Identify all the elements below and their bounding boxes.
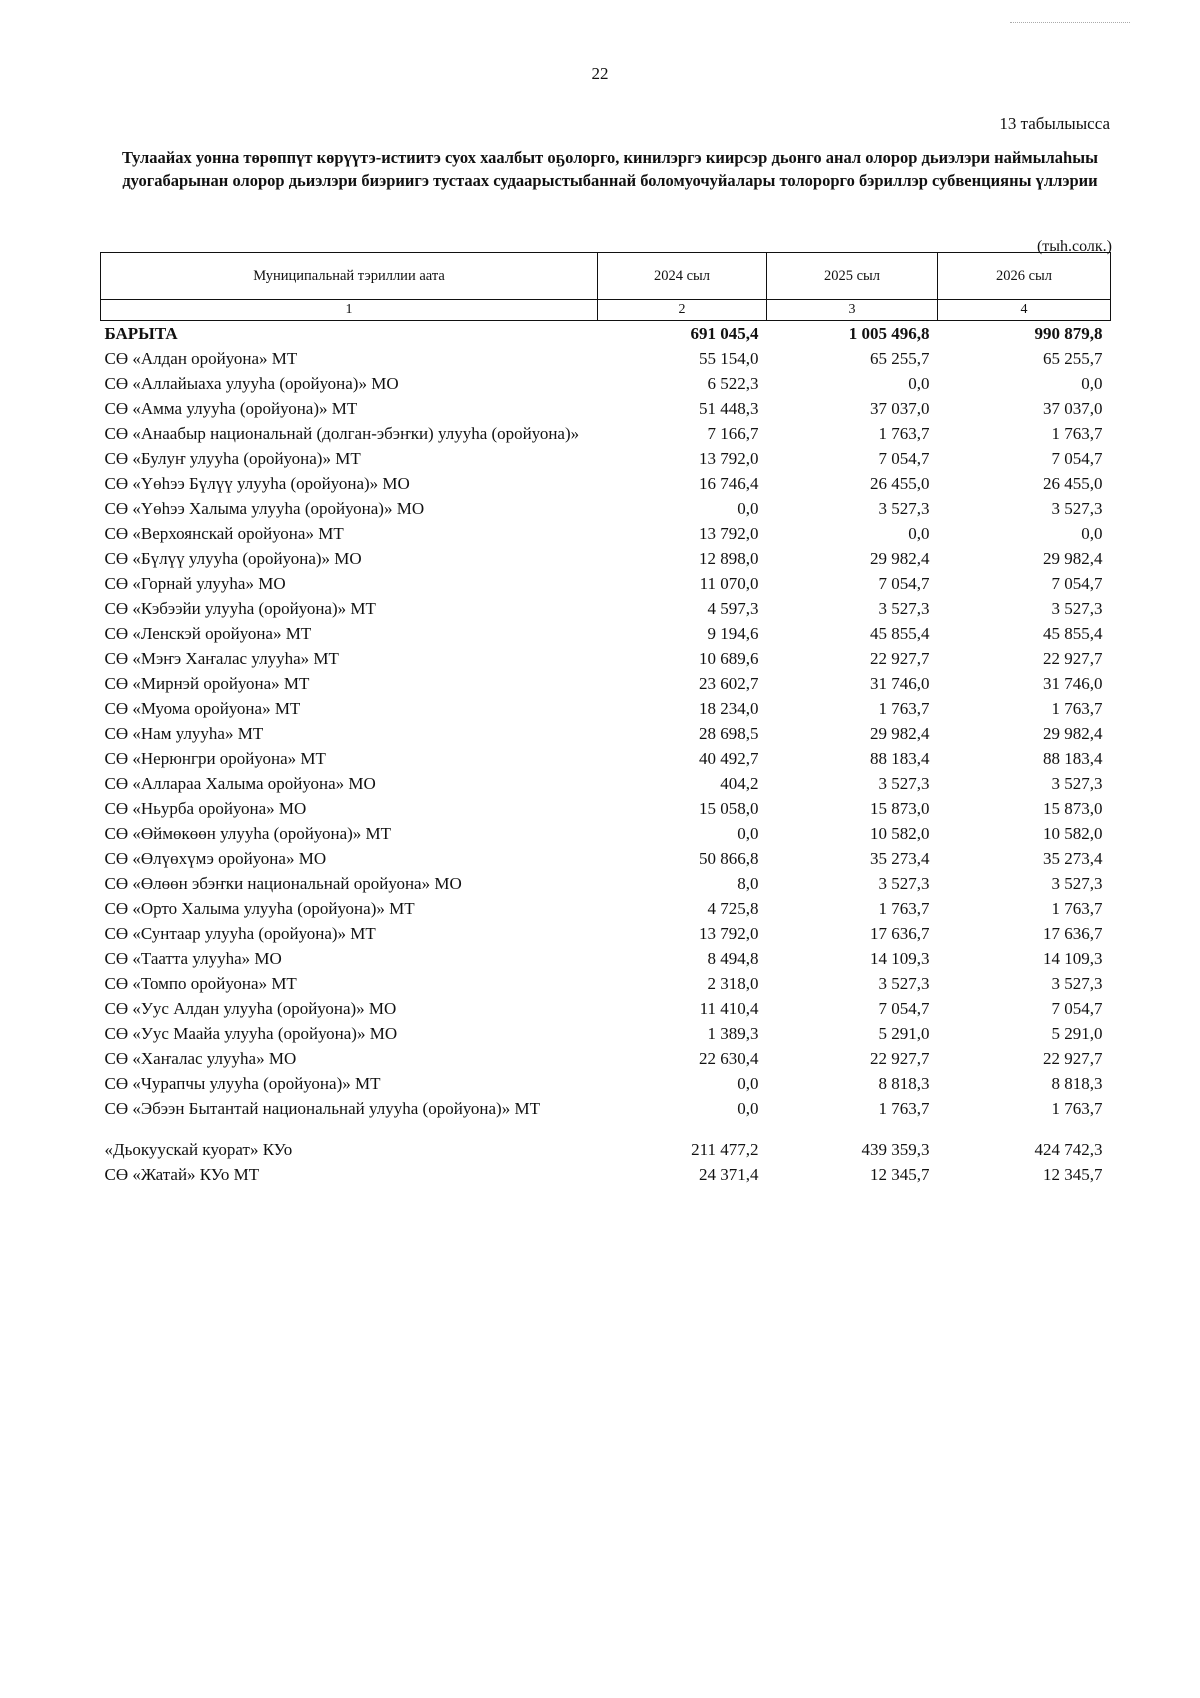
value-2024: 211 477,2 bbox=[691, 1140, 759, 1159]
municipality-name: СӨ «Нерюнгри оройуона» МТ bbox=[104, 749, 326, 768]
value-2024: 4 597,3 bbox=[707, 599, 759, 618]
municipality-name: СӨ «Сунтаар улууһа (оройуона)» МТ bbox=[104, 924, 376, 943]
value-2026: 7 054,7 bbox=[1051, 449, 1103, 468]
value-2026: 17 636,7 bbox=[1043, 924, 1103, 943]
value-2024: 0,0 bbox=[737, 1074, 759, 1093]
value-2026: 35 273,4 bbox=[1043, 849, 1103, 868]
table-spacer bbox=[101, 1121, 1111, 1137]
value-2024: 55 154,0 bbox=[699, 349, 759, 368]
municipality-name: СӨ «Хаҥалас улууһа» МО bbox=[104, 1049, 297, 1068]
total-2026: 990 879,8 bbox=[1034, 324, 1103, 343]
municipality-name: СӨ «Томпо оройуона» МТ bbox=[104, 974, 297, 993]
municipality-name: СӨ «Үөһээ Бүлүү улууһа (оройуона)» МО bbox=[104, 474, 410, 493]
municipality-name: СӨ «Орто Халыма улууһа (оройуона)» МТ bbox=[104, 899, 415, 918]
value-2024: 51 448,3 bbox=[699, 399, 759, 418]
value-2024: 23 602,7 bbox=[699, 674, 759, 693]
value-2026: 22 927,7 bbox=[1043, 1049, 1103, 1068]
total-row bbox=[101, 321, 1111, 347]
table-column-numbers bbox=[101, 300, 1111, 321]
table-row bbox=[101, 946, 1111, 971]
value-2025: 1 763,7 bbox=[878, 424, 930, 443]
table-row bbox=[101, 996, 1111, 1021]
total-label: БАРЫТА bbox=[104, 324, 178, 343]
value-2025: 12 345,7 bbox=[870, 1165, 930, 1184]
value-2024: 7 166,7 bbox=[707, 424, 759, 443]
table-row bbox=[101, 546, 1111, 571]
municipality-name: СӨ «Мэҥэ Хаҥалас улууһа» МТ bbox=[104, 649, 339, 668]
value-2025: 3 527,3 bbox=[878, 874, 930, 893]
table-row bbox=[101, 1071, 1111, 1096]
table-row bbox=[101, 1162, 1111, 1187]
value-2025: 29 982,4 bbox=[870, 549, 930, 568]
value-2026: 15 873,0 bbox=[1043, 799, 1103, 818]
table-row bbox=[101, 696, 1111, 721]
column-number-4: 4 bbox=[938, 300, 1111, 321]
value-2024: 24 371,4 bbox=[699, 1165, 759, 1184]
municipality-name: СӨ «Верхоянскай оройуона» МТ bbox=[104, 524, 344, 543]
municipality-name: СӨ «Үөһээ Халыма улууһа (оройуона)» МО bbox=[104, 499, 425, 518]
value-2025: 14 109,3 bbox=[870, 949, 930, 968]
table-row bbox=[101, 1137, 1111, 1162]
value-2025: 439 359,3 bbox=[861, 1140, 930, 1159]
column-number-3: 3 bbox=[767, 300, 938, 321]
value-2025: 35 273,4 bbox=[870, 849, 930, 868]
municipality-name: СӨ «Булуҥ улууһа (оройуона)» МТ bbox=[104, 449, 361, 468]
value-2024: 9 194,6 bbox=[707, 624, 759, 643]
value-2025: 3 527,3 bbox=[878, 974, 930, 993]
value-2024: 2 318,0 bbox=[707, 974, 759, 993]
value-2025: 3 527,3 bbox=[878, 499, 930, 518]
value-2024: 1 389,3 bbox=[707, 1024, 759, 1043]
table-row bbox=[101, 371, 1111, 396]
value-2025: 5 291,0 bbox=[878, 1024, 930, 1043]
table-row bbox=[101, 971, 1111, 996]
table-row bbox=[101, 521, 1111, 546]
value-2024: 6 522,3 bbox=[707, 374, 759, 393]
value-2026: 1 763,7 bbox=[1051, 699, 1103, 718]
table-row bbox=[101, 571, 1111, 596]
value-2024: 40 492,7 bbox=[699, 749, 759, 768]
value-2025: 7 054,7 bbox=[878, 999, 930, 1018]
value-2026: 1 763,7 bbox=[1051, 1099, 1103, 1118]
value-2026: 14 109,3 bbox=[1043, 949, 1103, 968]
value-2024: 16 746,4 bbox=[699, 474, 759, 493]
value-2026: 424 742,3 bbox=[1034, 1140, 1103, 1159]
table-row bbox=[101, 1096, 1111, 1121]
value-2025: 7 054,7 bbox=[878, 449, 930, 468]
value-2024: 11 070,0 bbox=[699, 574, 759, 593]
table-row bbox=[101, 446, 1111, 471]
value-2025: 26 455,0 bbox=[870, 474, 930, 493]
header-municipality: Муниципальнай тэриллии аата bbox=[101, 253, 598, 300]
table-row bbox=[101, 921, 1111, 946]
value-2025: 3 527,3 bbox=[878, 774, 930, 793]
value-2025: 1 763,7 bbox=[878, 699, 930, 718]
header-2026: 2026 сыл bbox=[938, 253, 1111, 300]
municipality-name: СӨ «Аллайыаха улууһа (оройуона)» МО bbox=[104, 374, 399, 393]
total-2025: 1 005 496,8 bbox=[848, 324, 930, 343]
value-2026: 8 818,3 bbox=[1051, 1074, 1103, 1093]
page-number: 22 bbox=[591, 64, 609, 83]
document-title: Тулаайах уонна төрөппүт көрүүтэ-истиитэ суох хаалбыт оҕолорго, кинилэргэ киирсэр дьонго анал олорор дьиэлэри наймылаһыы дуогабарынан олорор дьиэлэри биэриигэ тустаах судаарыстыбаннай боломуочуйалары толорорго бэриллэр субвенцияны үллэрии bbox=[122, 148, 1098, 190]
table-row bbox=[101, 621, 1111, 646]
value-2024: 28 698,5 bbox=[699, 724, 759, 743]
table-row bbox=[101, 821, 1111, 846]
table-row bbox=[101, 471, 1111, 496]
table-row bbox=[101, 1021, 1111, 1046]
table-row bbox=[101, 396, 1111, 421]
value-2025: 1 763,7 bbox=[878, 1099, 930, 1118]
value-2024: 8,0 bbox=[737, 874, 759, 893]
value-2026: 1 763,7 bbox=[1051, 899, 1103, 918]
value-2024: 8 494,8 bbox=[707, 949, 759, 968]
value-2025: 37 037,0 bbox=[870, 399, 930, 418]
table-row bbox=[101, 896, 1111, 921]
table-row bbox=[101, 846, 1111, 871]
value-2025: 0,0 bbox=[908, 524, 930, 543]
value-2026: 31 746,0 bbox=[1043, 674, 1103, 693]
value-2025: 88 183,4 bbox=[870, 749, 930, 768]
value-2024: 0,0 bbox=[737, 824, 759, 843]
value-2026: 3 527,3 bbox=[1051, 974, 1103, 993]
column-number-1: 1 bbox=[101, 300, 598, 321]
header-2024: 2024 сыл bbox=[598, 253, 767, 300]
value-2024: 13 792,0 bbox=[699, 924, 759, 943]
table-row bbox=[101, 771, 1111, 796]
value-2026: 3 527,3 bbox=[1051, 499, 1103, 518]
table-row bbox=[101, 671, 1111, 696]
value-2024: 22 630,4 bbox=[699, 1049, 759, 1068]
table-row bbox=[101, 746, 1111, 771]
value-2026: 88 183,4 bbox=[1043, 749, 1103, 768]
value-2026: 26 455,0 bbox=[1043, 474, 1103, 493]
municipality-name: «Дьокуускай куорат» КУо bbox=[104, 1140, 293, 1159]
value-2025: 0,0 bbox=[908, 374, 930, 393]
value-2026: 37 037,0 bbox=[1043, 399, 1103, 418]
municipality-name: СӨ «Бүлүү улууһа (оройуона)» МО bbox=[104, 549, 362, 568]
municipality-name: СӨ «Таатта улууһа» МО bbox=[104, 949, 282, 968]
table-row bbox=[101, 871, 1111, 896]
value-2025: 22 927,7 bbox=[870, 649, 930, 668]
municipality-name: СӨ «Нам улууһа» МТ bbox=[104, 724, 264, 743]
table-row bbox=[101, 596, 1111, 621]
municipality-name: СӨ «Өлөөн эбэҥки национальнай оройуона» МО bbox=[104, 874, 462, 893]
units-label: (тыһ.солк.) bbox=[1036, 238, 1112, 255]
value-2026: 29 982,4 bbox=[1043, 549, 1103, 568]
value-2026: 1 763,7 bbox=[1051, 424, 1103, 443]
value-2024: 13 792,0 bbox=[699, 449, 759, 468]
value-2024: 4 725,8 bbox=[707, 899, 759, 918]
value-2025: 65 255,7 bbox=[870, 349, 930, 368]
table-row bbox=[101, 796, 1111, 821]
municipality-name: СӨ «Амма улууһа (оройуона)» МТ bbox=[104, 399, 358, 418]
value-2026: 7 054,7 bbox=[1051, 999, 1103, 1018]
municipality-name: СӨ «Жатай» КУо МТ bbox=[104, 1165, 260, 1184]
value-2024: 50 866,8 bbox=[699, 849, 759, 868]
value-2025: 7 054,7 bbox=[878, 574, 930, 593]
value-2026: 7 054,7 bbox=[1051, 574, 1103, 593]
value-2025: 29 982,4 bbox=[870, 724, 930, 743]
value-2024: 11 410,4 bbox=[699, 999, 759, 1018]
value-2024: 13 792,0 bbox=[699, 524, 759, 543]
table-row bbox=[101, 346, 1111, 371]
municipality-name: СӨ «Аллараа Халыма оройуона» МО bbox=[104, 774, 376, 793]
municipality-name: СӨ «Муома оройуона» МТ bbox=[104, 699, 301, 718]
table-row bbox=[101, 421, 1111, 446]
table-row bbox=[101, 646, 1111, 671]
value-2025: 17 636,7 bbox=[870, 924, 930, 943]
value-2024: 0,0 bbox=[737, 1099, 759, 1118]
value-2026: 45 855,4 bbox=[1043, 624, 1103, 643]
municipality-name: СӨ «Алдан оройуона» МТ bbox=[104, 349, 298, 368]
table-row bbox=[101, 1046, 1111, 1071]
value-2026: 3 527,3 bbox=[1051, 599, 1103, 618]
subvention-table bbox=[100, 252, 1111, 1187]
municipality-name: СӨ «Өлүөхүмэ оройуона» МО bbox=[104, 849, 327, 868]
municipality-name: СӨ «Өймөкөөн улууһа (оройуона)» МТ bbox=[104, 824, 392, 843]
scan-artifact bbox=[1010, 22, 1130, 24]
value-2024: 18 234,0 bbox=[699, 699, 759, 718]
municipality-name: СӨ «Анаабыр национальнай (долган-эбэҥки) улууһа (оройуона)» bbox=[104, 424, 580, 443]
value-2024: 10 689,6 bbox=[699, 649, 759, 668]
municipality-name: СӨ «Мирнэй оройуона» МТ bbox=[104, 674, 310, 693]
value-2026: 5 291,0 bbox=[1051, 1024, 1103, 1043]
value-2025: 22 927,7 bbox=[870, 1049, 930, 1068]
table-header-row bbox=[101, 253, 1111, 300]
municipality-name: СӨ «Кэбээйи улууһа (оройуона)» МТ bbox=[104, 599, 376, 618]
value-2024: 12 898,0 bbox=[699, 549, 759, 568]
value-2026: 3 527,3 bbox=[1051, 774, 1103, 793]
value-2026: 29 982,4 bbox=[1043, 724, 1103, 743]
value-2026: 65 255,7 bbox=[1043, 349, 1103, 368]
value-2026: 10 582,0 bbox=[1043, 824, 1103, 843]
header-2025: 2025 сыл bbox=[767, 253, 938, 300]
municipality-name: СӨ «Ленскэй оройуона» МТ bbox=[104, 624, 312, 643]
value-2025: 31 746,0 bbox=[870, 674, 930, 693]
value-2025: 45 855,4 bbox=[870, 624, 930, 643]
municipality-name: СӨ «Чурапчы улууһа (оройуона)» МТ bbox=[104, 1074, 381, 1093]
value-2025: 15 873,0 bbox=[870, 799, 930, 818]
table-row bbox=[101, 496, 1111, 521]
value-2026: 0,0 bbox=[1081, 524, 1103, 543]
column-number-2: 2 bbox=[598, 300, 767, 321]
value-2026: 3 527,3 bbox=[1051, 874, 1103, 893]
value-2024: 404,2 bbox=[720, 774, 759, 793]
appendix-label: 13 табылыысса bbox=[999, 114, 1110, 133]
value-2025: 8 818,3 bbox=[878, 1074, 930, 1093]
value-2025: 10 582,0 bbox=[870, 824, 930, 843]
table-row bbox=[101, 721, 1111, 746]
total-2024: 691 045,4 bbox=[690, 324, 759, 343]
value-2024: 0,0 bbox=[737, 499, 759, 518]
value-2026: 12 345,7 bbox=[1043, 1165, 1103, 1184]
municipality-name: СӨ «Горнай улууһа» МО bbox=[104, 574, 286, 593]
municipality-name: СӨ «Ньурба оройуона» МО bbox=[104, 799, 307, 818]
value-2024: 15 058,0 bbox=[699, 799, 759, 818]
municipality-name: СӨ «Эбээн Бытантай национальнай улууһа (оройуона)» МТ bbox=[104, 1099, 540, 1118]
value-2026: 0,0 bbox=[1081, 374, 1103, 393]
value-2025: 1 763,7 bbox=[878, 899, 930, 918]
value-2026: 22 927,7 bbox=[1043, 649, 1103, 668]
municipality-name: СӨ «Уус Маайа улууһа (оройуона)» МО bbox=[104, 1024, 398, 1043]
value-2025: 3 527,3 bbox=[878, 599, 930, 618]
municipality-name: СӨ «Уус Алдан улууһа (оройуона)» МО bbox=[104, 999, 397, 1018]
